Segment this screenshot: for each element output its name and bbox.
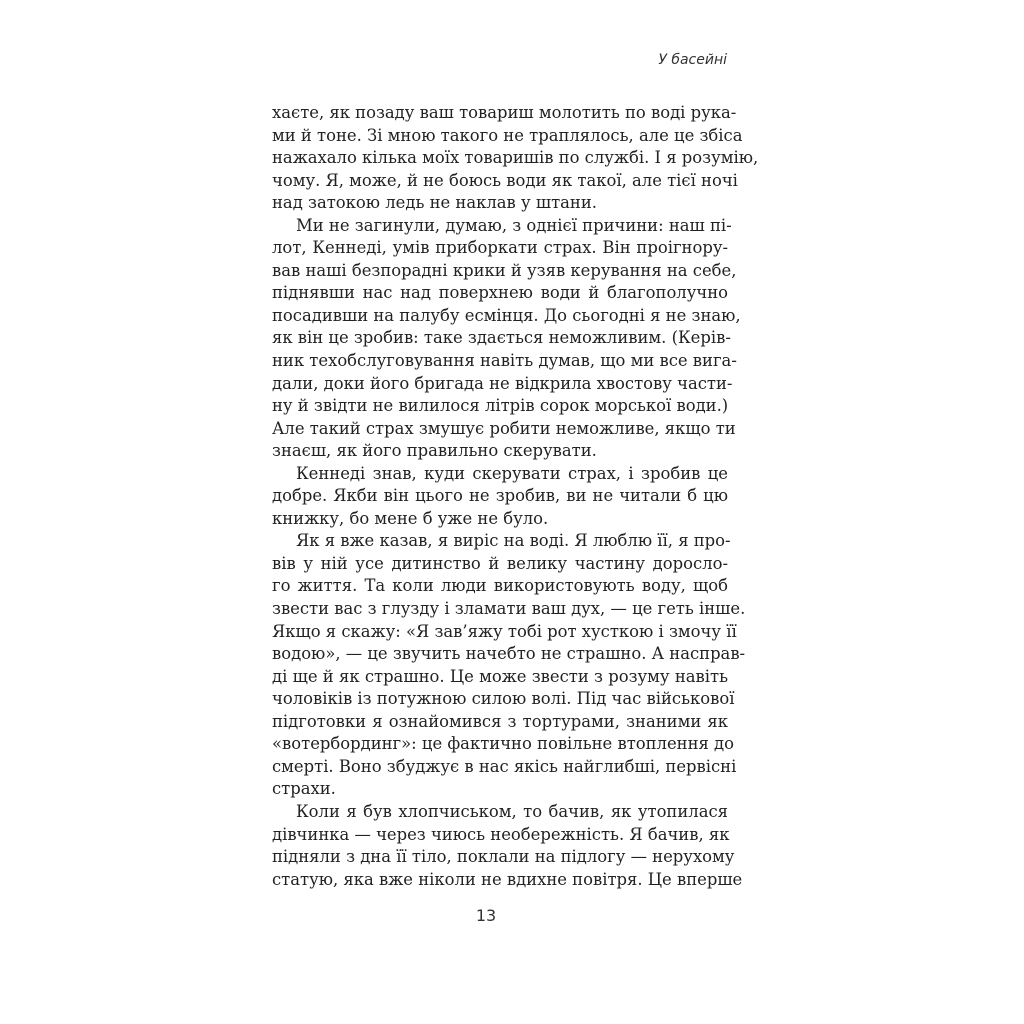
text-line: книжку, бо мене б уже не було. [272,508,549,528]
text-line: як він це зробив: таке здається неможливим. (Керів- [272,328,731,348]
running-head: У басейні [658,52,727,68]
text-line: ми й тоне. Зі мною такого не траплялось, але це збіса [272,125,743,145]
text-line: Коли я був хлопчиськом, то бачив, як утопилася [296,801,728,821]
text-line: водою», — це звучить начебто не страшно. А насправ- [272,644,746,664]
text-line: статую, яка вже ніколи не вдихне повітря. Це вперше [272,869,743,889]
text-line: вів у ній усе дитинство й велику частину доросло- [272,553,728,573]
text-line: чоловіків із потужною силою волі. Під час військової [272,689,735,709]
text-line: підготовки я ознайомився з тортурами, знаними як [272,711,728,731]
text-line: Але такий страх змушує робити неможливе, якщо ти [272,418,736,438]
text-line: ді ще й як страшно. Це може звести з розуму навіть [272,666,728,686]
text-line: «вотербординг»: це фактично повільне втоплення до [272,734,735,754]
text-line: Як я вже казав, я виріс на воді. Я люблю її, я про- [296,531,731,551]
text-line: страхи. [272,779,336,799]
text-line: підняли з дна її тіло, поклали на підлогу — нерухому [272,847,735,867]
text-line: чому. Я, може, й не боюсь води як такої, але тієї ночі [272,170,738,190]
text-line: вав наші безпорадні крики й узяв керування на себе, [272,260,737,280]
page-number: 13 [475,906,497,925]
text-line: ник техобслуговування навіть думав, що ми все вига- [272,351,737,371]
text-line: ну й звідти не вилилося літрів сорок морської води.) [272,396,729,416]
text-line: посадивши на палубу есмінця. До сьогодні я не знаю, [272,305,741,325]
text-line: Ми не загинули, думаю, з однієї причини: наш пі- [296,215,732,235]
text-line: нажахало кілька моїх товаришів по службі. І я розумію, [272,148,759,168]
text-line: над затокою ледь не наклав у штани. [272,193,597,213]
body-text [272,102,759,891]
text-line: лот, Кеннеді, умів приборкати страх. Він проігнору- [272,238,728,258]
text-line: хаєте, як позаду ваш товариш молотить по воді рука- [272,103,737,122]
text-line: знаєш, як його правильно скерувати. [272,441,597,461]
text-line: піднявши нас над поверхнею води й благополучно [272,283,728,303]
text-line: го життя. Та коли люди використовують воду, щоб [272,576,728,596]
text-line: дали, доки його бригада не відкрила хвостову части- [272,373,733,393]
text-line: дівчинка — через чиюсь необережність. Я бачив, як [272,824,730,844]
text-line: добре. Якби він цього не зробив, ви не читали б цю [272,486,728,506]
text-line: звести вас з глузду і зламати ваш дух, — це геть інше. [272,599,746,619]
text-line: Якщо я скажу: «Я зав’яжу тобі рот хусткою і змочу її [272,621,737,641]
text-line: смерті. Воно збуджує в нас якісь найглибші, первісні [272,756,737,776]
text-line: Кеннеді знав, куди скерувати страх, і зробив це [296,463,728,483]
